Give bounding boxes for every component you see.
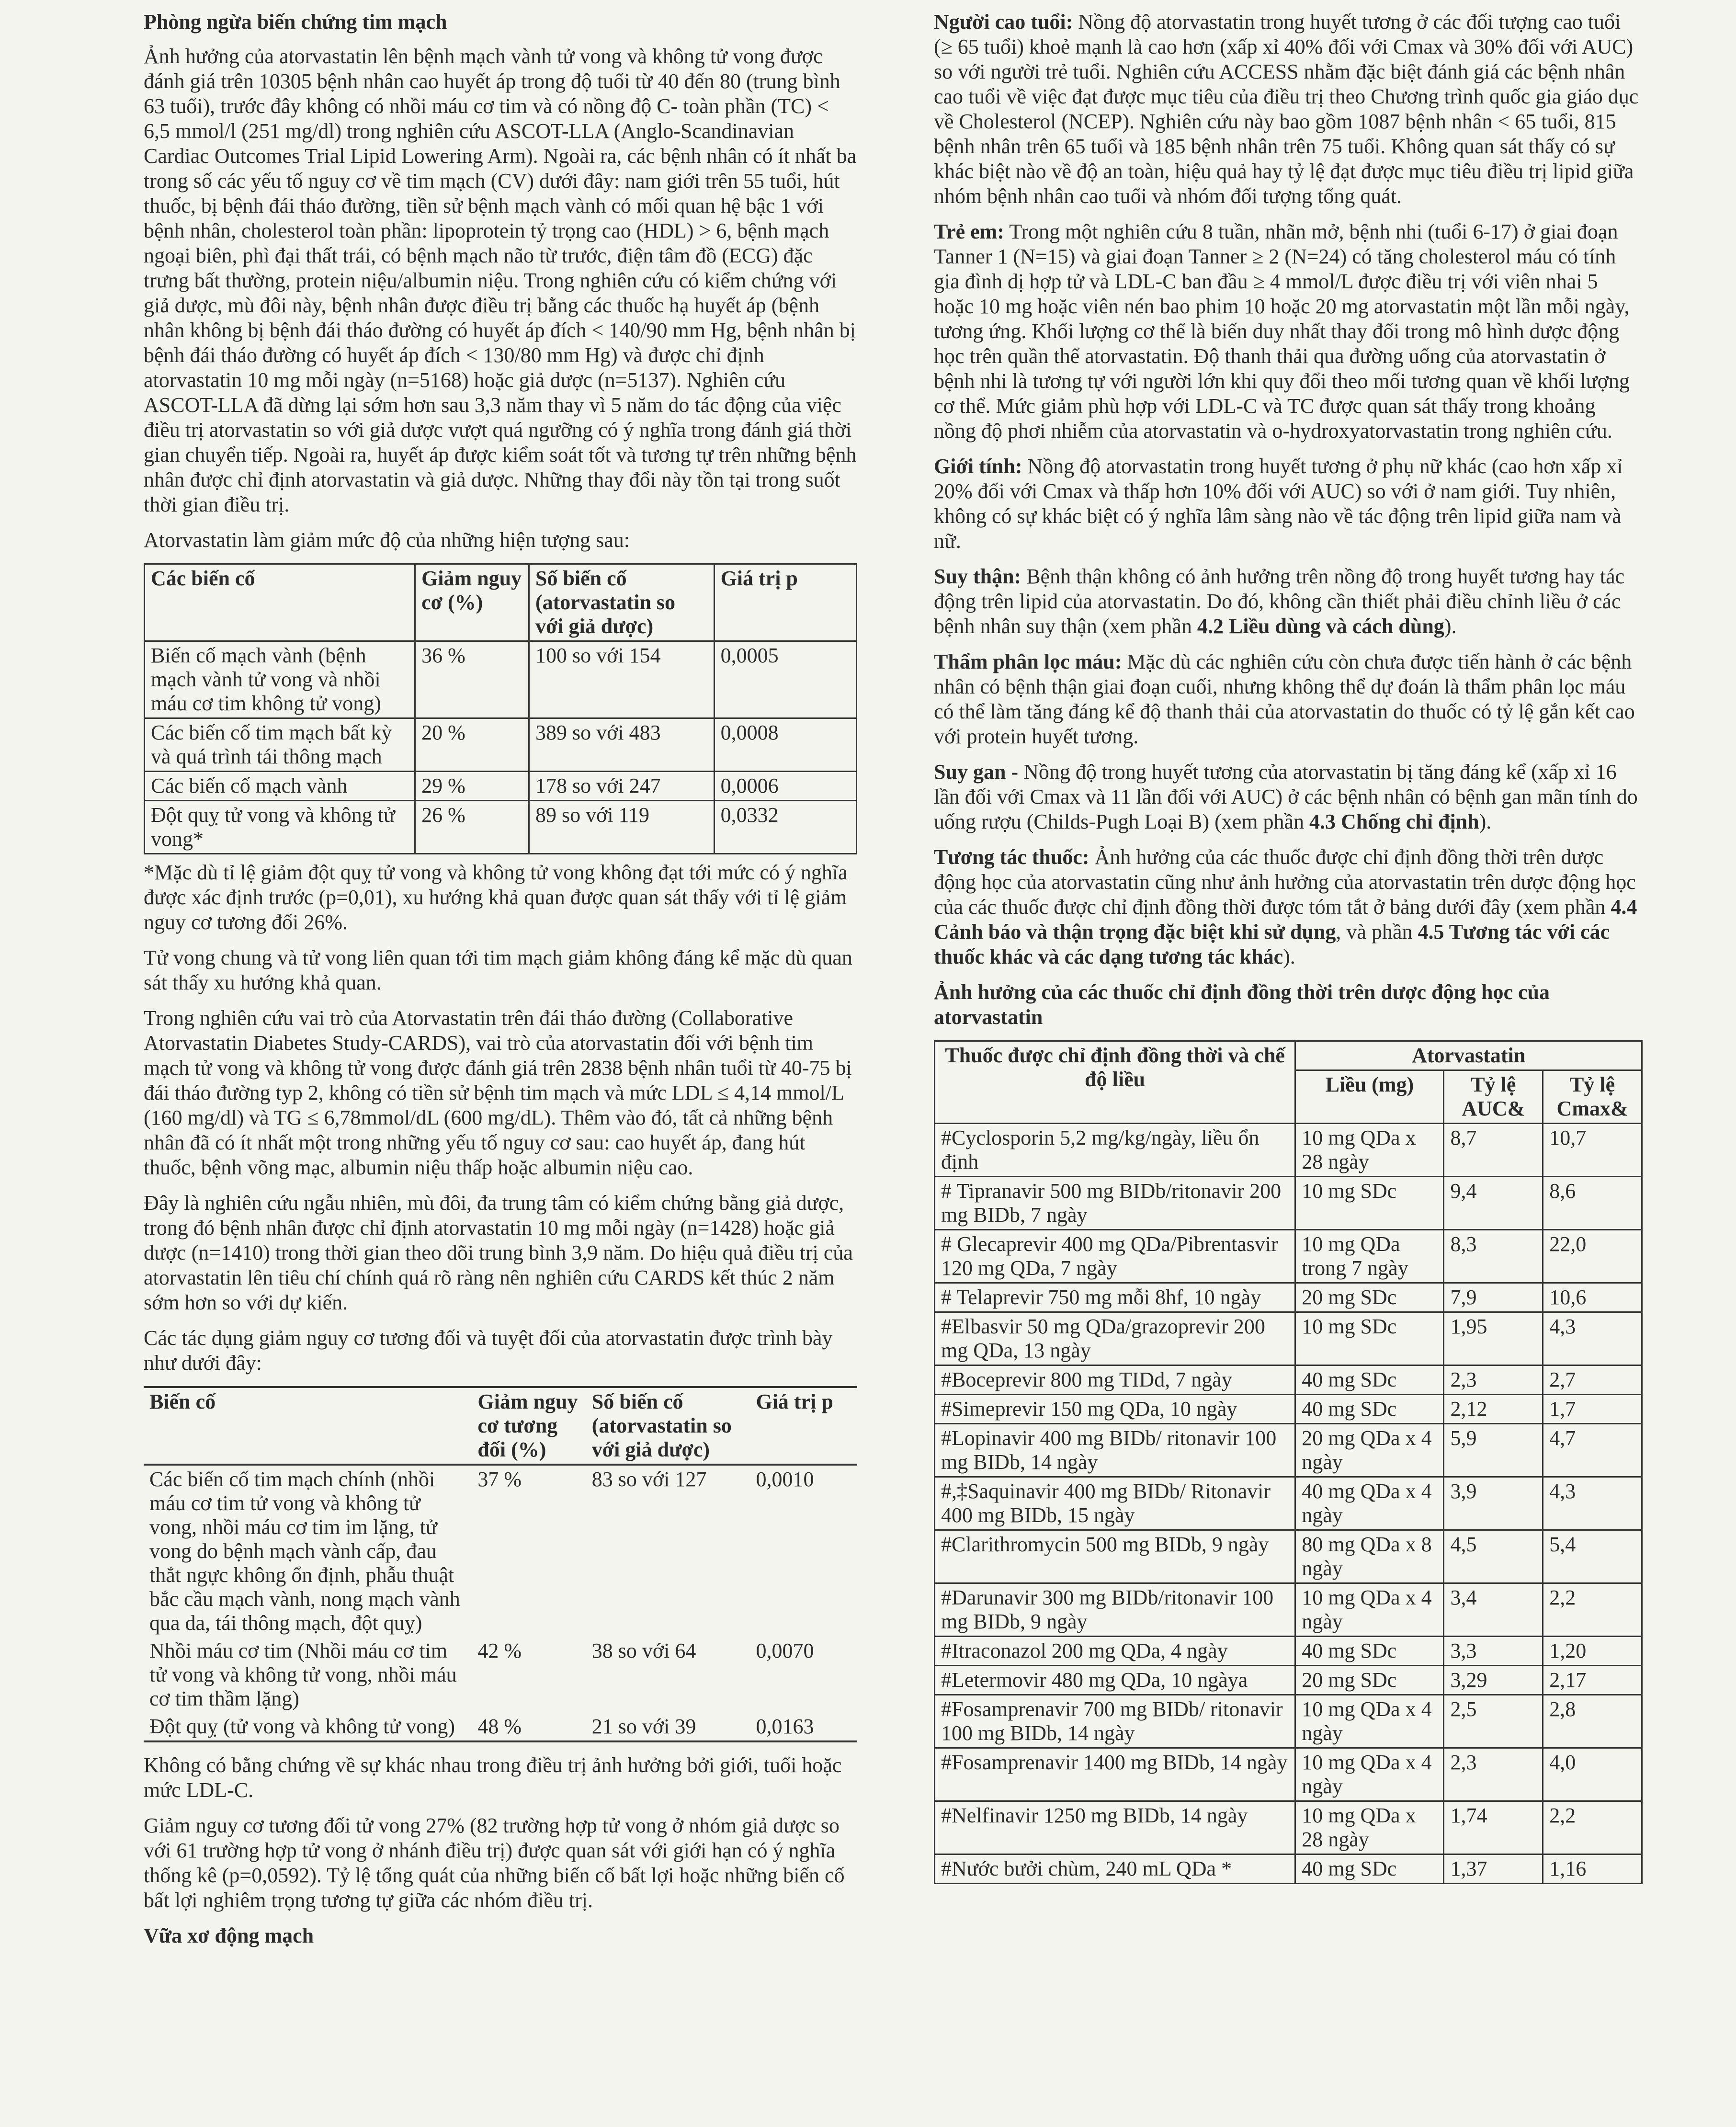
table-cell: 36 %: [415, 641, 529, 718]
table-row: [144, 1637, 857, 1713]
paragraph-interactions: [934, 845, 1643, 969]
table-cell: 8,7: [1444, 1124, 1543, 1177]
table-cell: Nhồi máu cơ tim (Nhồi máu cơ tim tử vong và không tử vong, nhồi máu cơ tim thầm lặng): [149, 1639, 457, 1710]
table-cell: Đột quỵ tử vong và không tử vong*: [145, 801, 415, 854]
label-hepatic: Suy gan -: [934, 760, 1019, 784]
paragraph-elderly: [934, 10, 1643, 209]
table-cell: 3,29: [1444, 1666, 1543, 1695]
ref-dosage: 4.2 Liều dùng và cách dùng: [1197, 614, 1444, 638]
table-row: [145, 718, 857, 772]
label-interactions: Tương tác thuốc:: [934, 845, 1089, 869]
table-header-cell: Thuốc được chỉ định đồng thời và chế độ liều: [935, 1041, 1295, 1124]
table-row: [935, 1801, 1642, 1854]
table2-intro: Các tác dụng giảm nguy cơ tương đối và tuyệt đối của atorvastatin được trình bày như dưới đây:: [144, 1326, 833, 1375]
table-cell: 389 so với 483: [529, 718, 714, 772]
table-header-cell: Giá trị p: [756, 1390, 833, 1413]
table-header-cell: Giảm nguy cơ tương đối (%): [477, 1390, 578, 1461]
table-cell: 37 %: [477, 1467, 522, 1491]
table-row: [935, 1395, 1642, 1424]
table-cell: 40 mg SDc: [1295, 1395, 1444, 1424]
paragraph-cards: Trong nghiên cứu vai trò của Atorvastatin trên đái tháo đường (Collaborative Atorvastatin Diabetes Study-CARDS), vai trò của atorvastatin đối với bệnh tim mạch tử vong và không tử vong được đánh giá trên 2838 bệnh nhân tuổi từ 40-75 bị đái tháo đường typ 2, không có tiền sử bệnh tim mạch và mức LDL ≤ 4,14 mmol/L (160 mg/dl) và TG ≤ 6,78mmol/dL (600 mg/dL). Thêm vào đó, tất cả những bệnh nhân đã có ít nhất một trong những yếu tố nguy cơ sau: cao huyết áp, đang hút thuốc, bệnh võng mạc, albumin niệu thấp hoặc albumin niệu cao.: [144, 1006, 852, 1179]
table-cell: 20 %: [415, 718, 529, 772]
table-row: [935, 1365, 1642, 1395]
table-cell: 5,4: [1543, 1530, 1642, 1583]
table-header-row: [144, 1387, 857, 1465]
table-cell: 0,0005: [714, 641, 856, 718]
paragraph-cards-design: Đây là nghiên cứu ngẫu nhiên, mù đôi, đa trung tâm có kiểm chứng bằng giả dược, trong đó bệnh nhân được chỉ định atorvastatin 10 mg mỗi ngày (n=1428) hoặc giả dược (n=1410) trong thời gian theo dõi trung bình 3,9 năm. Do hiệu quả điều trị của atorvastatin lên tiêu chí chính quá rõ ràng nên nghiên cứu CARDS kết thúc 2 năm sớm hơn so với dự kiến.: [144, 1191, 853, 1314]
table-cell: 4,3: [1543, 1312, 1642, 1365]
table-cell: 1,16: [1543, 1854, 1642, 1884]
label-renal: Suy thận:: [934, 565, 1021, 588]
table-cell: 89 so với 119: [529, 801, 714, 854]
table-cell: Đột quỵ (tử vong và không tử vong): [149, 1715, 455, 1738]
table-cell: 3,3: [1444, 1637, 1543, 1666]
table-row: [935, 1666, 1642, 1695]
paragraph-dialysis: [934, 649, 1643, 749]
table-row: [935, 1854, 1642, 1884]
paragraph-gender: [934, 454, 1643, 554]
table-cell: 48 %: [477, 1715, 522, 1738]
table-cell: #Letermovir 480 mg QDa, 10 ngàya: [935, 1666, 1295, 1695]
table-cell: 26 %: [415, 801, 529, 854]
table-cell: #Simeprevir 150 mg QDa, 10 ngày: [935, 1395, 1295, 1424]
table-cell: 2,2: [1543, 1801, 1642, 1854]
table-row: [935, 1424, 1642, 1477]
text-dialysis: Mặc dù các nghiên cứu còn chưa được tiến hành ở các bệnh nhân có bệnh thận giai đoạn cuối, nhưng không thể dự đoán là thẩm phân lọc máu có thể làm tăng đáng kể độ thanh thải của atorvastatin do thuốc có tỷ lệ gắn kết cao với protein huyết tương.: [934, 650, 1635, 748]
table-cell: 2,2: [1543, 1583, 1642, 1637]
table-cell: 178 so với 247: [529, 772, 714, 801]
table-cell: 10 mg QDa x 4 ngày: [1295, 1583, 1444, 1637]
table-cell: 10 mg QDa x 28 ngày: [1295, 1124, 1444, 1177]
table-cell: 1,95: [1444, 1312, 1543, 1365]
table-cell: 10,6: [1543, 1283, 1642, 1312]
table-row: [935, 1530, 1642, 1583]
table-cell: 80 mg QDa x 8 ngày: [1295, 1530, 1444, 1583]
table-cell: 1,74: [1444, 1801, 1543, 1854]
table-header-cell: Số biến cố (atorvastatin so với giả dược): [591, 1390, 732, 1461]
table-cell: 8,3: [1444, 1230, 1543, 1283]
table-cell: 2,5: [1444, 1695, 1543, 1748]
table-cell: #Cyclosporin 5,2 mg/kg/ngày, liều ổn định: [935, 1124, 1295, 1177]
ref-contraindication: 4.3 Chống chỉ định: [1309, 810, 1479, 833]
table-cell: # Glecaprevir 400 mg QDa/Pibrentasvir 120 mg QDa, 7 ngày: [935, 1230, 1295, 1283]
text-renal: Bệnh thận không có ảnh hưởng trên nồng độ trong huyết tương hay tác động trên lipid của atorvastatin. Do đó, không cần thiết phải điều chỉnh liều ở các bệnh nhân suy thận (xem phần: [934, 565, 1625, 638]
table-cell: 40 mg SDc: [1295, 1365, 1444, 1395]
paragraph-ldl: Không có bằng chứng về sự khác nhau trong điều trị ảnh hưởng bởi giới, tuổi hoặc mức LDL-C.: [144, 1753, 842, 1802]
left-column: [144, 10, 857, 1958]
table-cell: 22,0: [1543, 1230, 1642, 1283]
table-cell: 0,0008: [714, 718, 856, 772]
table-cell: 2,12: [1444, 1395, 1543, 1424]
table-header-cell: Tỷ lệ Cmax&: [1543, 1070, 1642, 1124]
table-cell: 40 mg SDc: [1295, 1854, 1444, 1884]
table-row: [935, 1695, 1642, 1748]
text-interactions-mid: , và phần: [1336, 920, 1418, 944]
text-hepatic: Nồng độ trong huyết tương của atorvastatin bị tăng đáng kể (xấp xỉ 16 lần đối với Cmax và 11 lần đối với AUC) ở các bệnh nhân có bệnh gan mãn tính do uống rượu (Childs-Pugh Loại B) (xem phần: [934, 760, 1638, 833]
table-cell: 20 mg SDc: [1295, 1666, 1444, 1695]
table-cell: 10 mg QDa x 28 ngày: [1295, 1801, 1444, 1854]
table-cell: 2,8: [1543, 1695, 1642, 1748]
text-gender: Nồng độ atorvastatin trong huyết tương ở phụ nữ khác (cao hơn xấp xỉ 20% đối với Cmax và thấp hơn 10% đối với AUC) so với ở nam giới. Tuy nhiên, không có sự khác biệt có ý nghĩa lâm sàng nào về tác động trên lipid giữa nam và nữ.: [934, 455, 1623, 553]
table-cell: #Elbasvir 50 mg QDa/grazoprevir 200 mg QDa, 13 ngày: [935, 1312, 1295, 1365]
subheading-atherosclerosis: Vữa xơ động mạch: [144, 1924, 314, 1947]
table-row: [935, 1283, 1642, 1312]
table-cell: 4,5: [1444, 1530, 1543, 1583]
table-cell: Các biến cố tim mạch bất kỳ và quá trình tái thông mạch: [145, 718, 415, 772]
text-interactions: Ảnh hưởng của các thuốc được chỉ định đồng thời trên dược động học của atorvastatin cũng như ảnh hưởng của atorvastatin trên dược động học của các thuốc được chỉ định đồng thời được tóm tắt ở bảng dưới đây (xem phần: [934, 845, 1636, 919]
table-row: [935, 1177, 1642, 1230]
table-cell: #Lopinavir 400 mg BIDb/ ritonavir 100 mg BIDb, 14 ngày: [935, 1424, 1295, 1477]
table-row: [935, 1748, 1642, 1801]
table-cell: 1,7: [1543, 1395, 1642, 1424]
paragraph-mortality: Tử vong chung và tử vong liên quan tới tim mạch giảm không đáng kể mặc dù quan sát thấy xu hướng khả quan.: [144, 946, 852, 994]
table-row: [935, 1637, 1642, 1666]
table-cell: 29 %: [415, 772, 529, 801]
table-cell: 21 so với 39: [591, 1715, 696, 1738]
table-cell: #,‡Saquinavir 400 mg BIDb/ Ritonavir 400 mg BIDb, 15 ngày: [935, 1477, 1295, 1530]
table-cell: 0,0070: [756, 1639, 814, 1662]
table-cell: #Itraconazol 200 mg QDa, 4 ngày: [935, 1637, 1295, 1666]
ref-warnings: 4.4 Cảnh báo và thận trọng đặc biệt khi sử dụng: [934, 895, 1637, 944]
section-heading: Phòng ngừa biến chứng tim mạch: [144, 10, 447, 34]
table-cell: 10 mg QDa x 4 ngày: [1295, 1748, 1444, 1801]
text-hepatic-end: ).: [1479, 810, 1492, 833]
table-row: [935, 1583, 1642, 1637]
table-cell: 10 mg QDa trong 7 ngày: [1295, 1230, 1444, 1283]
table1-intro: Atorvastatin làm giảm mức độ của những hiện tượng sau:: [144, 528, 630, 552]
ref-interactions: 4.5 Tương tác với các thuốc khác và các dạng tương tác khác: [934, 920, 1610, 968]
table-cell: 20 mg SDc: [1295, 1283, 1444, 1312]
table-header-cell: Biến cố: [149, 1390, 216, 1413]
table-cell: #Fosamprenavir 700 mg BIDb/ ritonavir 100 mg BIDb, 14 ngày: [935, 1695, 1295, 1748]
text-interactions-end: ).: [1283, 945, 1295, 968]
table-row: [935, 1477, 1642, 1530]
table-cell: 3,9: [1444, 1477, 1543, 1530]
table-cell: 38 so với 64: [591, 1639, 696, 1662]
table-cell: 40 mg QDa x 4 ngày: [1295, 1477, 1444, 1530]
table-cell: #Nước bưởi chùm, 240 mL QDa *: [935, 1854, 1295, 1884]
table-cell: 0,0332: [714, 801, 856, 854]
table-header-cell: Các biến cố: [145, 564, 415, 641]
table-header-cell: Atorvastatin: [1295, 1041, 1642, 1070]
table-row: [935, 1230, 1642, 1283]
table-cell: #Clarithromycin 500 mg BIDb, 9 ngày: [935, 1530, 1295, 1583]
table-cell: #Boceprevir 800 mg TIDd, 7 ngày: [935, 1365, 1295, 1395]
paragraph-death: Giảm nguy cơ tương đối tử vong 27% (82 trường hợp tử vong ở nhóm giả dược so với 61 trường hợp tử vong ở nhánh điều trị) được quan sát với giới hạn có ý nghĩa thống kê (p=0,0592). Tỷ lệ tổng quát của những biến cố bất lợi hoặc những biến cố bất lợi nghiêm trọng tương tự giữa các nhóm điều trị.: [144, 1814, 845, 1912]
label-dialysis: Thẩm phân lọc máu:: [934, 650, 1122, 673]
paragraph-children: [934, 219, 1643, 444]
table-cell: 4,0: [1543, 1748, 1642, 1801]
table-cell: 10,7: [1543, 1124, 1642, 1177]
table-cell: 10 mg QDa x 4 ngày: [1295, 1695, 1444, 1748]
cards-table: [144, 1386, 857, 1742]
table-header-cell: Giảm nguy cơ (%): [415, 564, 529, 641]
table-row: [935, 1124, 1642, 1177]
paragraph-renal: [934, 564, 1643, 639]
table-header-cell: Liều (mg): [1295, 1070, 1444, 1124]
text-renal-end: ).: [1444, 614, 1457, 638]
table-cell: 42 %: [477, 1639, 522, 1662]
table-cell: 0,0163: [756, 1715, 814, 1738]
table-header-cell: Số biến cố (atorvastatin so với giả dược): [529, 564, 714, 641]
table-cell: 10 mg SDc: [1295, 1312, 1444, 1365]
table-row: [144, 1713, 857, 1741]
table-cell: 4,3: [1543, 1477, 1642, 1530]
text-children: Trong một nghiên cứu 8 tuần, nhãn mở, bệnh nhi (tuổi 6-17) ở giai đoạn Tanner 1 (N=15) và giai đoạn Tanner ≥ 2 (N=24) có tăng cholesterol máu có tính gia đình dị hợp tử và LDL-C ban đầu ≥ 4 mmol/L được điều trị với viên nhai 5 hoặc 10 mg hoặc viên nén bao phim 10 hoặc 20 mg atorvastatin một lần mỗi ngày, tương ứng. Khối lượng cơ thể là biến duy nhất thay đổi trong mô hình dược động học trên quần thể atorvastatin. Độ thanh thải qua đường uống của atorvastatin ở bệnh nhi là tương tự với người lớn khi quy đổi theo mối tương quan về khối lượng cơ thể. Mức giảm phù hợp với LDL-C và TC được quan sát thấy trong khoảng nồng độ phơi nhiễm của atorvastatin và o-hydroxyatorvastatin trong nghiên cứu.: [934, 220, 1630, 443]
table-cell: Các biến cố tim mạch chính (nhồi máu cơ tim tử vong và không tử vong, nhồi máu cơ tim im lặng, tử vong do bệnh mạch vành cấp, đau thắt ngực không ổn định, phẫu thuật bắc cầu mạch vành, nong mạch vành qua da, tái thông mạch, đột quỵ): [149, 1467, 460, 1635]
paragraph-ascot: Ảnh hưởng của atorvastatin lên bệnh mạch vành tử vong và không tử vong được đánh giá trên 10305 bệnh nhân cao huyết áp trong độ tuổi từ 40 đến 80 (trung bình 63 tuổi), trước đây không có nhồi máu cơ tim và có nồng độ C- toàn phần (TC) < 6,5 mmol/l (251 mg/dl) trong nghiên cứu ASCOT-LLA (Anglo-Scandinavian Cardiac Outcomes Trial Lipid Lowering Arm). Ngoài ra, các bệnh nhân có ít nhất ba trong số các yếu tố nguy cơ về tim mạch (CV) dưới đây: nam giới trên 55 tuổi, hút thuốc, bị bệnh đái tháo đường, tiền sử bệnh mạch vành có mối quan hệ bậc 1 với bệnh nhân, cholesterol toàn phần: lipoprotein tỷ trọng cao (HDL) > 6, bệnh mạch ngoại biên, phì đại thất trái, có bệnh mạch não từ trước, điện tâm đồ (ECG) đặc trưng bất thường, protein niệu/albumin niệu. Trong nghiên cứu có kiểm chứng với giả dược, mù đôi này, bệnh nhân được điều trị bằng các thuốc hạ huyết áp (bệnh nhân không bị bệnh đái tháo đường có huyết áp đích < 140/90 mm Hg, bệnh nhân bị bệnh đái tháo đường có huyết áp đích < 130/80 mm Hg) và được chỉ định atorvastatin 10 mg mỗi ngày (n=5168) hoặc giả dược (n=5137). Nghiên cứu ASCOT-LLA đã dừng lại sớm hơn sau 3,3 năm thay vì 5 năm do tác động của việc điều trị atorvastatin so với giả dược vượt quá ngưỡng có ý nghĩa trong đánh giá thời gian chuyển tiếp. Ngoài ra, huyết áp được kiểm soát tốt và tương tự trên những bệnh nhân được chỉ định atorvastatin và giả dược. Những thay đổi này tồn tại trong suốt thời gian điều trị.: [144, 45, 857, 516]
table-cell: 0,0006: [714, 772, 856, 801]
label-elderly: Người cao tuổi:: [934, 10, 1073, 34]
table-cell: 83 so với 127: [591, 1467, 707, 1491]
table-cell: Các biến cố mạch vành: [145, 772, 415, 801]
table-header-row: [935, 1041, 1642, 1070]
table-cell: # Tipranavir 500 mg BIDb/ritonavir 200 mg BIDb, 7 ngày: [935, 1177, 1295, 1230]
table3-title: Ảnh hưởng của các thuốc chỉ định đồng thời trên dược động học của atorvastatin: [934, 980, 1550, 1029]
table-row: [145, 801, 857, 854]
table-cell: 7,9: [1444, 1283, 1543, 1312]
table-cell: 4,7: [1543, 1424, 1642, 1477]
table1-footnote: *Mặc dù tỉ lệ giảm đột quỵ tử vong và không tử vong không đạt tới mức có ý nghĩa được xác định trước (p=0,01), xu hướng khả quan được quan sát thấy với tỉ lệ giảm nguy cơ tương đối 26%.: [144, 861, 848, 934]
table-body: [935, 1124, 1642, 1884]
table-cell: 2,17: [1543, 1666, 1642, 1695]
table-cell: # Telaprevir 750 mg mỗi 8hf, 10 ngày: [935, 1283, 1295, 1312]
table-cell: 3,4: [1444, 1583, 1543, 1637]
table-header-cell: Tỷ lệ AUC&: [1444, 1070, 1543, 1124]
table-row: [144, 1465, 857, 1637]
table-cell: 9,4: [1444, 1177, 1543, 1230]
table-cell: 8,6: [1543, 1177, 1642, 1230]
table-row: [145, 641, 857, 718]
table-cell: #Nelfinavir 1250 mg BIDb, 14 ngày: [935, 1801, 1295, 1854]
table-row: [935, 1312, 1642, 1365]
table-cell: 1,37: [1444, 1854, 1543, 1884]
events-table: [144, 563, 857, 854]
paragraph-hepatic: [934, 760, 1643, 834]
table-header-row: [145, 564, 857, 641]
table-cell: 100 so với 154: [529, 641, 714, 718]
table-cell: 5,9: [1444, 1424, 1543, 1477]
table-cell: 40 mg SDc: [1295, 1637, 1444, 1666]
label-gender: Giới tính:: [934, 455, 1022, 478]
table-cell: 2,7: [1543, 1365, 1642, 1395]
table-cell: 20 mg QDa x 4 ngày: [1295, 1424, 1444, 1477]
table-cell: 2,3: [1444, 1748, 1543, 1801]
coadministered-drugs-table: [934, 1040, 1643, 1884]
table-cell: 10 mg SDc: [1295, 1177, 1444, 1230]
text-elderly: Nồng độ atorvastatin trong huyết tương ở các đối tượng cao tuổi (≥ 65 tuổi) khoẻ mạnh là cao hơn (xấp xỉ 40% đối với Cmax và 30% đối với AUC) so với người trẻ tuổi. Nghiên cứu ACCESS nhằm đặc biệt đánh giá các bệnh nhân cao tuổi về việc đạt được mục tiêu của điều trị theo Chương trình quốc gia giáo dục về Cholesterol (NCEP). Nghiên cứu này bao gồm 1087 bệnh nhân < 65 tuổi, 815 bệnh nhân trên 65 tuổi và 185 bệnh nhân trên 75 tuổi. Không quan sát thấy có sự khác biệt nào về độ an toàn, hiệu quả hay tỷ lệ đạt được mục tiêu điều trị lipid giữa nhóm bệnh nhân cao tuổi và nhóm đối tượng tổng quát.: [934, 10, 1639, 208]
table-cell: #Darunavir 300 mg BIDb/ritonavir 100 mg BIDb, 9 ngày: [935, 1583, 1295, 1637]
table-cell: 0,0010: [756, 1467, 814, 1491]
right-column: [934, 10, 1643, 1895]
table-cell: 1,20: [1543, 1637, 1642, 1666]
table-header-cell: Giá trị p: [714, 564, 856, 641]
table-cell: 2,3: [1444, 1365, 1543, 1395]
table-cell: Biến cố mạch vành (bệnh mạch vành tử vong và nhồi máu cơ tim không tử vong): [145, 641, 415, 718]
label-children: Trẻ em:: [934, 220, 1004, 243]
table-row: [145, 772, 857, 801]
table-cell: #Fosamprenavir 1400 mg BIDb, 14 ngày: [935, 1748, 1295, 1801]
